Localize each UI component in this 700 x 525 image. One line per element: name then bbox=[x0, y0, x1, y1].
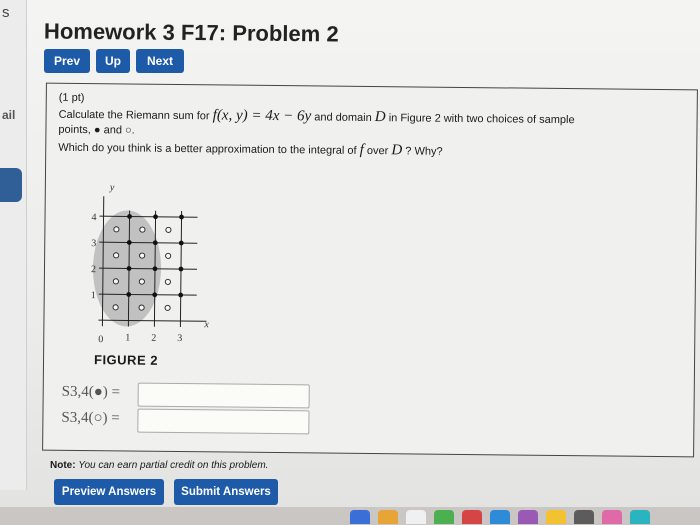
adjacent-window-strip bbox=[0, 0, 27, 490]
truncated-text: s bbox=[2, 4, 10, 21]
app-icon[interactable] bbox=[378, 510, 398, 524]
x-tick-1: 1 bbox=[125, 332, 131, 344]
preview-answers-button[interactable]: Preview Answers bbox=[54, 479, 164, 505]
next-button[interactable]: Next bbox=[136, 49, 184, 73]
app-icon[interactable] bbox=[546, 510, 566, 524]
side-tab[interactable] bbox=[0, 168, 22, 202]
y-tick-1: 1 bbox=[90, 290, 96, 302]
problem-line-3 bbox=[58, 139, 443, 160]
submit-answers-button[interactable]: Submit Answers bbox=[174, 479, 278, 505]
problem-text: in Figure 2 with two choices of sample bbox=[388, 112, 575, 127]
x-tick-2: 2 bbox=[151, 332, 157, 344]
problem-line-2: points, ● and ○. bbox=[58, 123, 135, 137]
sum-open-input[interactable] bbox=[137, 409, 309, 435]
sum-filled-input[interactable] bbox=[138, 383, 310, 409]
app-icon[interactable] bbox=[630, 510, 650, 524]
function-formula: f(x, y) = 4x − 6y bbox=[212, 107, 312, 125]
truncated-text: ail bbox=[2, 108, 16, 122]
y-tick-2: 2 bbox=[90, 264, 97, 276]
figure-caption: FIGURE 2 bbox=[93, 352, 159, 368]
sum-filled-label: S3,4(●) = bbox=[61, 383, 121, 401]
figure-2-diagram bbox=[64, 180, 226, 352]
app-icon[interactable] bbox=[602, 510, 622, 524]
app-icon[interactable] bbox=[350, 510, 370, 524]
partial-credit-note bbox=[50, 460, 268, 471]
note-label: Note: bbox=[50, 460, 76, 471]
app-icon[interactable] bbox=[434, 510, 454, 524]
y-tick-4: 4 bbox=[91, 212, 97, 224]
note-text: You can earn partial credit on this problem. bbox=[78, 460, 269, 471]
y-axis-label: y bbox=[109, 182, 115, 194]
app-icon[interactable] bbox=[490, 510, 510, 524]
problem-text: over bbox=[366, 144, 389, 158]
problem-text: and domain bbox=[314, 111, 372, 125]
app-icon[interactable] bbox=[518, 510, 538, 524]
domain-symbol: D bbox=[374, 109, 386, 126]
problem-text: ? Why? bbox=[405, 145, 443, 158]
points-label: (1 pt) bbox=[58, 91, 85, 105]
x-tick-0: 0 bbox=[98, 334, 104, 346]
sum-open-label: S3,4(○) = bbox=[61, 409, 120, 427]
app-icon[interactable] bbox=[406, 510, 426, 524]
prev-button[interactable]: Prev bbox=[44, 49, 90, 73]
domain-symbol: D bbox=[391, 142, 403, 159]
problem-box bbox=[42, 83, 698, 458]
x-tick-3: 3 bbox=[177, 332, 183, 345]
function-symbol: f bbox=[359, 141, 364, 158]
problem-text: Calculate the Riemann sum for bbox=[58, 108, 210, 123]
x-axis-label: x bbox=[204, 319, 209, 331]
up-button[interactable]: Up bbox=[96, 49, 130, 73]
y-tick-3: 3 bbox=[91, 238, 97, 250]
app-icon[interactable] bbox=[574, 510, 594, 524]
problem-text: Which do you think is a better approximation to the integral of bbox=[58, 141, 357, 157]
page-title: Homework 3 F17: Problem 2 bbox=[43, 18, 339, 47]
problem-line-1 bbox=[59, 106, 575, 128]
app-icon[interactable] bbox=[462, 510, 482, 524]
